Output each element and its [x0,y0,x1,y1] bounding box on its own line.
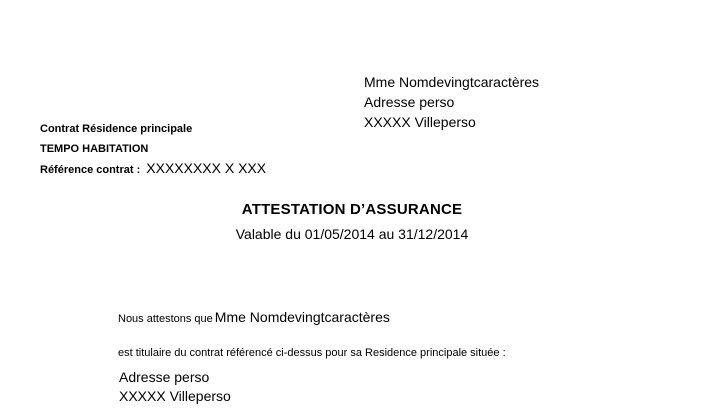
insured-city-line: XXXXX Villeperso [119,388,231,404]
contract-reference [40,160,266,176]
recipient-address-line: Adresse perso [364,94,455,110]
document-title: ATTESTATION D’ASSURANCE [241,201,463,218]
recipient-city-line: XXXXX Villeperso [364,114,476,130]
validity-period: Valable du 01/05/2014 au 31/12/2014 [235,226,469,242]
contract-type: Contrat Résidence principale [40,123,193,135]
insured-address-line: Adresse perso [119,369,210,385]
titular-sentence: est titulaire du contrat référencé ci-dessus pour sa Residence principale située : [118,347,506,359]
reference-label: Référence contrat : [40,164,141,176]
recipient-address-block [364,72,539,132]
reference-value: XXXXXXXX X XXX [146,160,267,176]
attest-prefix: Nous attestons que [118,313,213,325]
insured-address-block [119,368,231,406]
attest-sentence [118,309,390,325]
holder-name: Mme Nomdevingtcaractères [214,309,390,325]
product-name: TEMPO HABITATION [40,143,149,155]
recipient-name: Mme Nomdevingtcaractères [364,74,540,90]
